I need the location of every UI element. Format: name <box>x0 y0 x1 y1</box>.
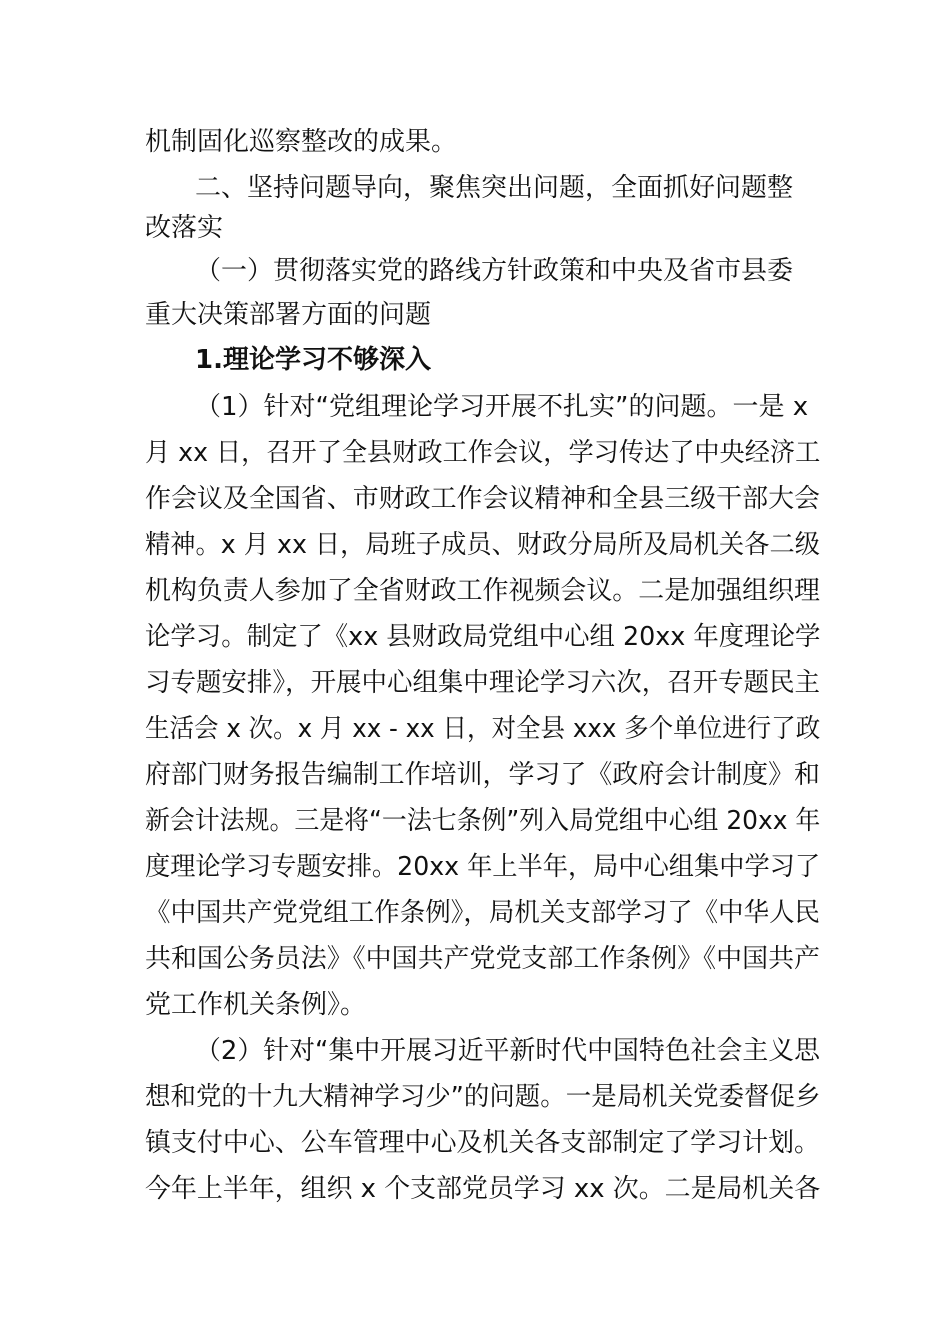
paragraph-line: 机构负责人参加了全省财政工作视频会议。二是加强组织理 <box>145 576 821 606</box>
subsection-heading-line: 重大决策部署方面的问题 <box>145 300 432 330</box>
section-heading-line: 改落实 <box>145 213 224 243</box>
paragraph-line: 《中国共产党党组工作条例》，局机关支部学习了《中华人民 <box>145 898 821 928</box>
paragraph-line: 度理论学习专题安排。20xx 年上半年，局中心组集中学习了 <box>145 852 821 882</box>
paragraph-line: 精神。x 月 xx 日，局班子成员、财政分局所及局机关各二级 <box>145 530 820 560</box>
paragraph-line: 新会计法规。三是将“一法七条例”列入局党组中心组 20xx 年 <box>145 806 821 836</box>
paragraph-line: （1）针对“党组理论学习开展不扎实”的问题。一是 x <box>195 392 809 422</box>
paragraph-line: 月 xx 日，召开了全县财政工作会议，学习传达了中央经济工 <box>145 438 821 468</box>
paragraph-line: （2）针对“集中开展习近平新时代中国特色社会主义思 <box>195 1036 821 1066</box>
paragraph-line: 镇支付中心、公车管理中心及机关各支部制定了学习计划。 <box>145 1128 821 1158</box>
paragraph-line: 今年上半年，组织 x 个支部党员学习 xx 次。二是局机关各 <box>145 1174 821 1204</box>
paragraph-line: 共和国公务员法》《中国共产党党支部工作条例》《中国共产 <box>145 944 821 974</box>
paragraph-line: 党工作机关条例》。 <box>145 990 367 1020</box>
paragraph-line: 想和党的十九大精神学习少”的问题。一是局机关党委督促乡 <box>145 1082 821 1112</box>
paragraph-line: 习专题安排》，开展中心组集中理论学习六次，召开专题民主 <box>145 668 821 698</box>
paragraph-line: 生活会 x 次。x 月 xx - xx 日，对全县 xxx 多个单位进行了政 <box>145 714 821 744</box>
paragraph-line: 论学习。制定了《xx 县财政局党组中心组 20xx 年度理论学 <box>145 622 821 652</box>
subsection-heading-line: （一）贯彻落实党的路线方针政策和中央及省市县委 <box>195 256 794 286</box>
paragraph-line: 作会议及全国省、市财政工作会议精神和全县三级干部大会 <box>145 484 821 514</box>
paragraph-line: 府部门财务报告编制工作培训，学习了《政府会计制度》和 <box>145 760 821 790</box>
item-heading: 1.理论学习不够深入 <box>195 345 431 375</box>
paragraph-line: 机制固化巡察整改的成果。 <box>145 127 458 157</box>
section-heading-line: 二、坚持问题导向，聚焦突出问题，全面抓好问题整 <box>195 173 794 203</box>
